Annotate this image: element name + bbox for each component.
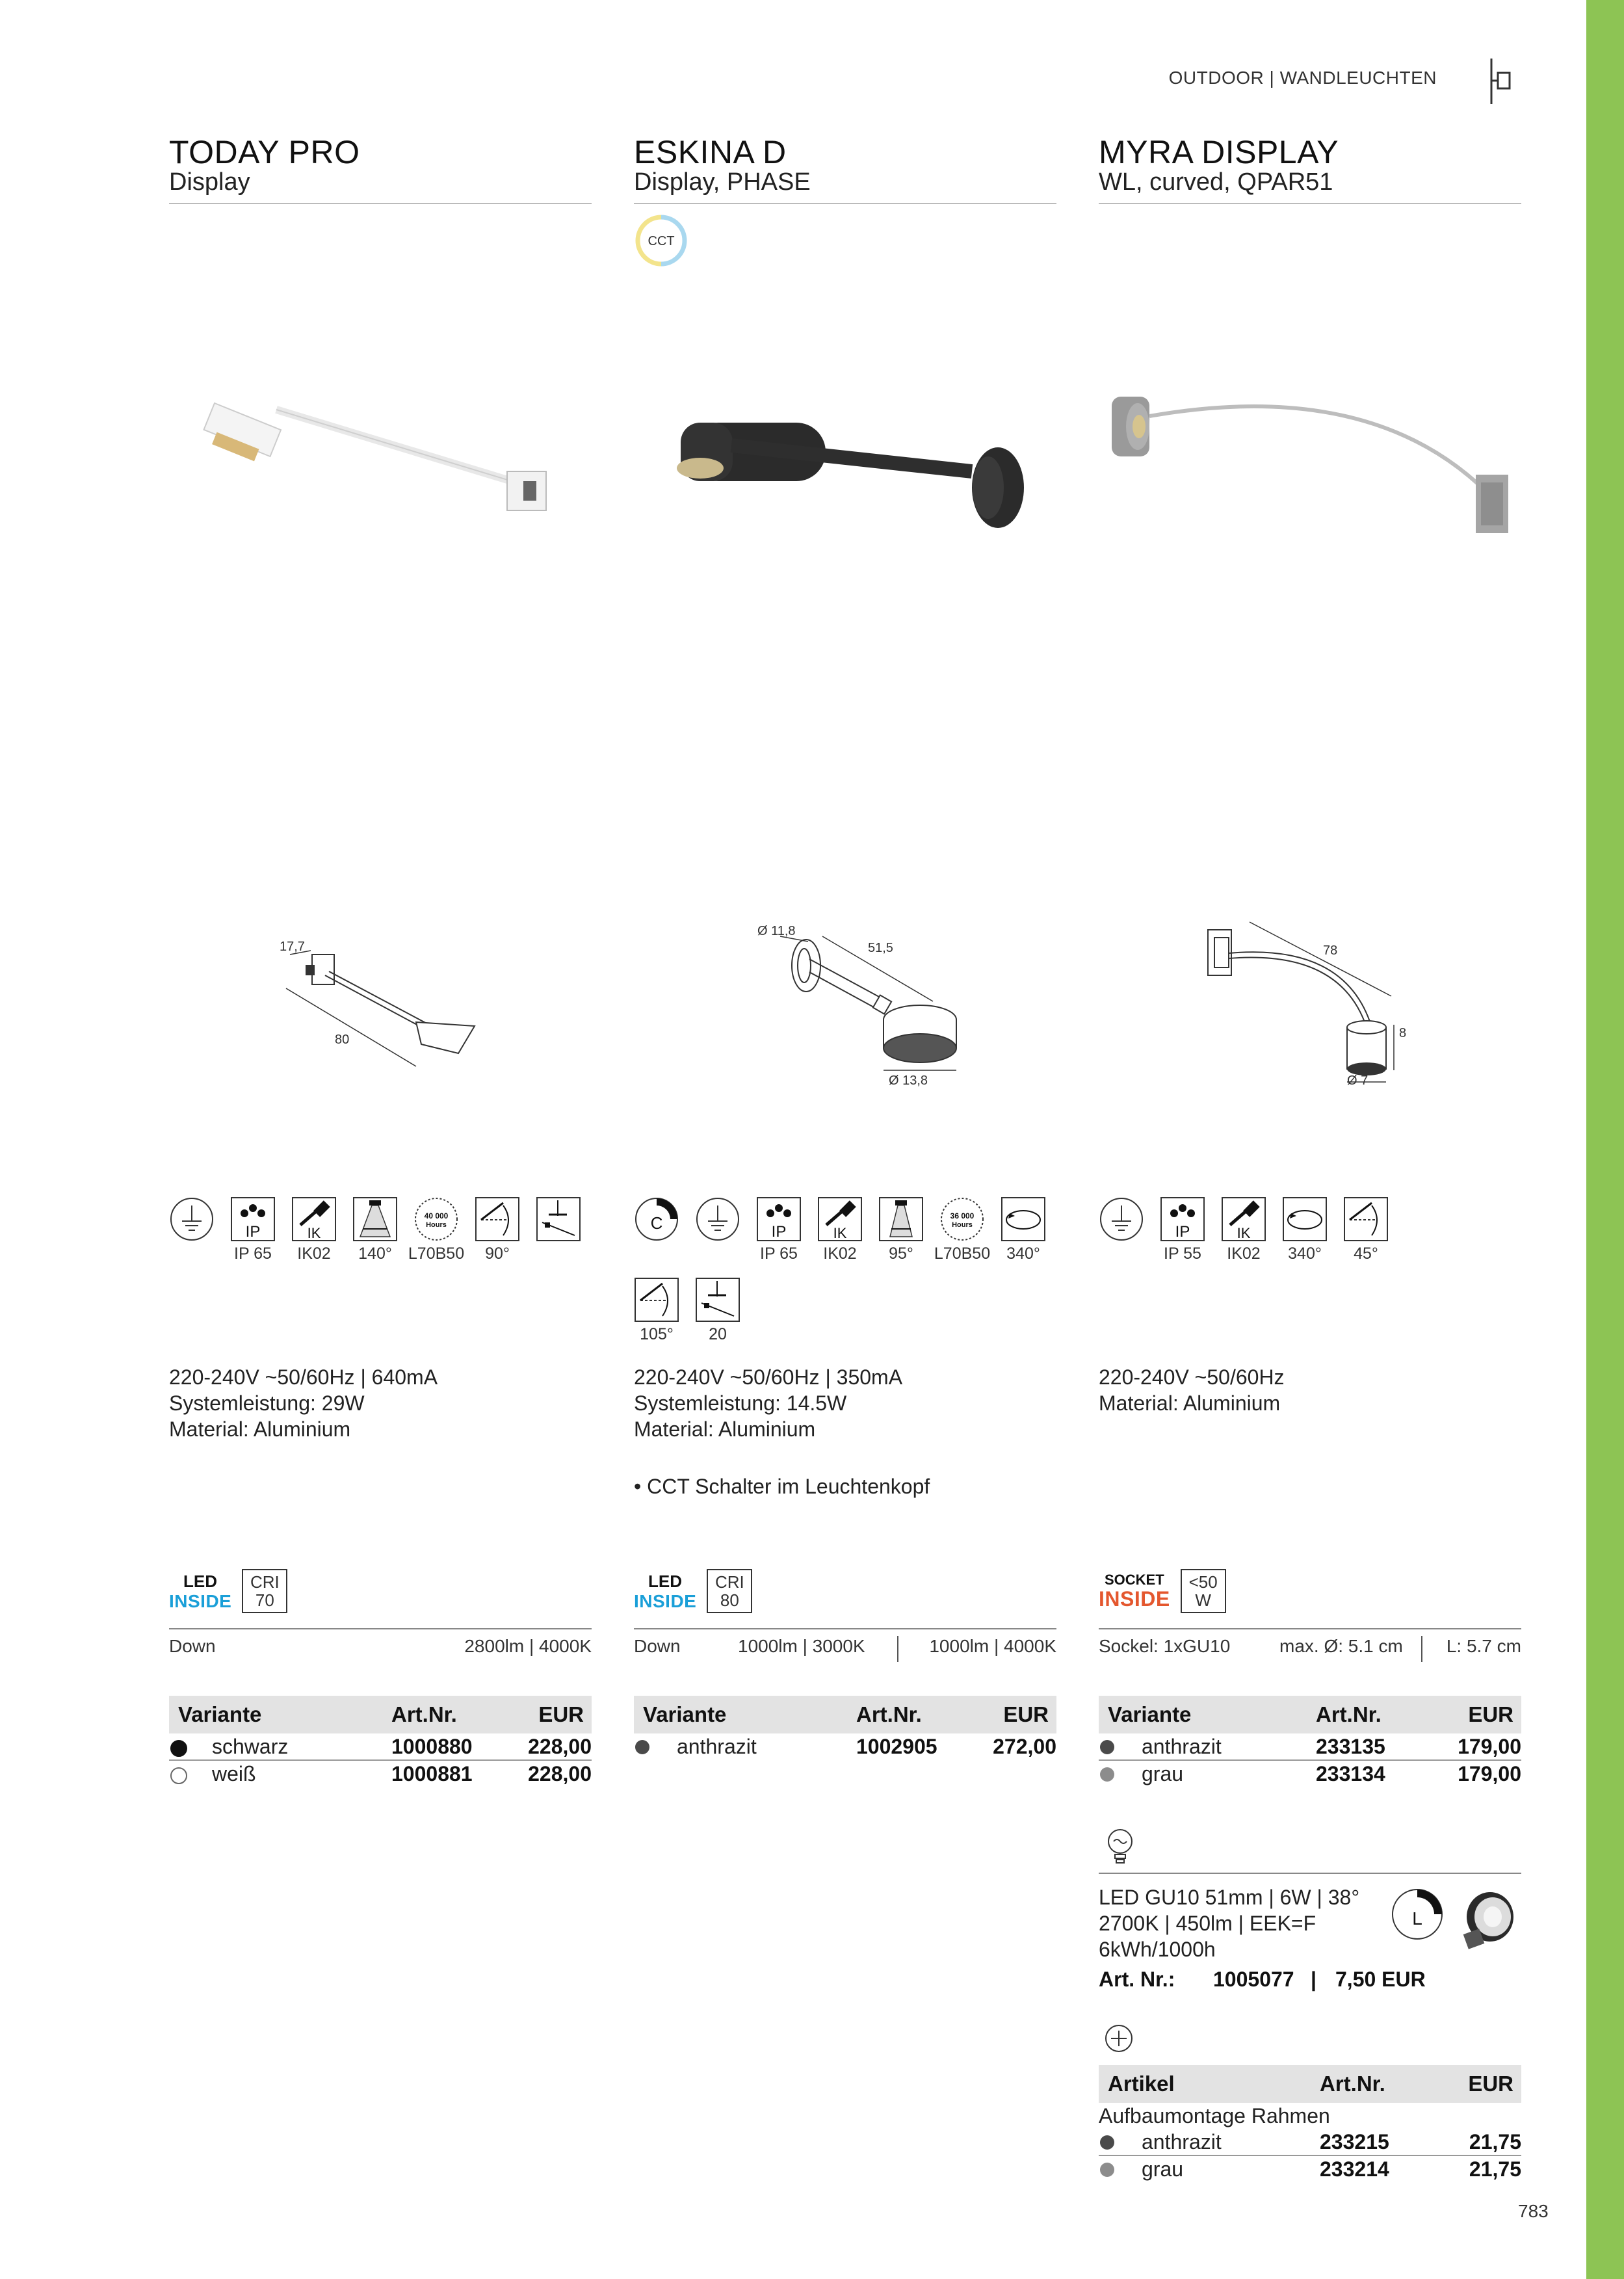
led-inside-badge: LED INSIDE [634, 1572, 697, 1611]
product-today-pro [169, 0, 592, 2279]
luminous-row: Down 1000lm | 3000K 1000lm | 4000K [634, 1636, 1056, 1665]
earth-icon [695, 1196, 740, 1264]
divider [634, 1628, 1056, 1629]
svg-text:IP: IP [771, 1223, 787, 1241]
dim-label: 78 [1323, 943, 1338, 958]
ip-icon: IP IP 55 [1160, 1196, 1205, 1264]
color-dot [1100, 2135, 1114, 2150]
feature-icons [634, 1196, 1046, 1264]
product-photo [169, 338, 592, 546]
table-row: schwarz 1000880 228,00 [169, 1733, 592, 1761]
product-photo [1099, 338, 1521, 546]
ip-icon: IP IP 65 [756, 1196, 802, 1264]
divider [1099, 203, 1521, 204]
accessory-plus-icon [1104, 2023, 1134, 2053]
table-header: Artikel Art.Nr. EUR [1099, 2065, 1521, 2103]
led-logo-icon [176, 1572, 225, 1591]
socket-inside-badge: SOCKET INSIDE [1099, 1572, 1170, 1611]
svg-text:IK: IK [833, 1225, 847, 1241]
tilt-angle-icon: 90° [475, 1196, 520, 1264]
product-myra-display: MYRA DISPLAY WL, curved, QPAR51 78 8 Ø 7 IP IP 55 IK IK02 340° 45° 220-240V ~50/60Hz Material: Aluminium SOCKET INSIDE <50 W Sockel: 1xGU10 max. Ø: 5.1 cm L: 5.7 cm Variante Art.Nr. EUR anthrazit 233135 179,00 grau 233134 179,00 LED GU10 51mm | 6W | 38° 2700K | 450lm | EEK=F 6kWh/1000h L Art. Nr.: 1005077 | 7,50 EUR Artikel Art.Nr. EUR Aufbaumontage Rahmen anthrazit 233215 21,75 grau 233214 21,75 [1099, 134, 1521, 2181]
product-subtitle: Display [169, 168, 250, 196]
table-header: Variante Art.Nr. EUR [1099, 1696, 1521, 1733]
svg-text:IK: IK [307, 1225, 321, 1241]
svg-text:CCT: CCT [648, 234, 675, 248]
accessory-table [1099, 2065, 1521, 2182]
svg-text:Hours: Hours [952, 1221, 973, 1229]
svg-text:IP: IP [1175, 1223, 1190, 1241]
ik-icon: IK IK02 [817, 1196, 863, 1264]
lamp-photo [1454, 1888, 1519, 1953]
color-dot [170, 1740, 187, 1757]
divider [169, 203, 592, 204]
feature-icons-2 [634, 1277, 740, 1345]
spec-block: 220-240V ~50/60Hz | 350mA Systemleistung: 14.5W Material: Aluminium [634, 1365, 903, 1441]
divider [1421, 1636, 1422, 1662]
divider [634, 203, 1056, 204]
variant-table [1099, 1696, 1521, 1787]
svg-text:LED: LED [183, 1572, 218, 1591]
ip-icon: IP IP 65 [230, 1196, 276, 1264]
table-group-label: Aufbaumontage Rahmen [1099, 2104, 1330, 2128]
table-header: Variante Art.Nr. EUR [634, 1696, 1056, 1733]
svg-text:C: C [650, 1213, 663, 1233]
divider [169, 1628, 592, 1629]
dimmable-icon [1390, 1887, 1445, 1942]
feature-icons [169, 1196, 581, 1264]
dim-label: Ø 11,8 [757, 924, 796, 938]
dim-label: Ø 7 [1347, 1074, 1369, 1088]
page-number: 783 [1518, 2201, 1549, 2221]
led-logo-icon [640, 1572, 690, 1591]
socket-row: Sockel: 1xGU10 max. Ø: 5.1 cm L: 5.7 cm [1099, 1636, 1521, 1665]
dim-label: 17,7 [280, 940, 305, 954]
svg-text:IK: IK [1237, 1225, 1251, 1241]
section-header: OUTDOOR | WANDLEUCHTEN [1168, 68, 1437, 88]
spec-block: 220-240V ~50/60Hz Material: Aluminium [1099, 1365, 1285, 1415]
divider [1099, 1873, 1521, 1874]
variant-table [169, 1696, 592, 1787]
rotation-icon: 340° [1001, 1196, 1046, 1264]
product-title: TODAY PRO [169, 134, 360, 170]
svg-text:36 000: 36 000 [950, 1211, 975, 1220]
lifetime-icon: 36 000 Hours L70B50 [939, 1196, 985, 1264]
dim-label: Ø 13,8 [889, 1074, 928, 1088]
color-dot [635, 1740, 649, 1754]
cct-badge-icon [635, 215, 687, 267]
tilt-angle-icon: 105° [634, 1277, 679, 1345]
dim-label: 8 [1399, 1026, 1407, 1040]
beam-angle-icon: 140° [352, 1196, 398, 1264]
color-dot [170, 1767, 187, 1784]
rotation-icon: 340° [1282, 1196, 1328, 1264]
dimension-drawing [169, 910, 592, 1118]
product-eskina-d [634, 0, 1056, 2279]
cri-badge: CRI 80 [707, 1569, 752, 1613]
badge-row [169, 1567, 287, 1615]
dimension-drawing [1099, 910, 1521, 1118]
product-subtitle: Display, PHASE [634, 168, 811, 196]
dim-label: 51,5 [868, 941, 893, 955]
product-subtitle: WL, curved, QPAR51 [1099, 168, 1333, 196]
table-row: anthrazit 233135 179,00 [1099, 1733, 1521, 1761]
luminous-row: Down 2800lm | 4000K [169, 1636, 592, 1656]
phase-dimming-icon [634, 1196, 679, 1264]
ik-icon: IK IK02 [1221, 1196, 1266, 1264]
wattage-badge: <50 W [1181, 1569, 1226, 1613]
color-dot [1100, 2163, 1114, 2177]
feature-icons [1099, 1196, 1389, 1264]
earth-icon [169, 1196, 215, 1264]
cri-badge: CRI 70 [242, 1569, 287, 1613]
earth-icon [1099, 1196, 1144, 1264]
svg-text:40 000: 40 000 [424, 1211, 449, 1220]
length-icon: 20 [695, 1277, 740, 1345]
tilt-angle-icon: 45° [1343, 1196, 1389, 1264]
led-inside-badge: LED INSIDE [169, 1572, 232, 1611]
product-photo [634, 338, 1056, 546]
feature-note: • CCT Schalter im Leuchtenkopf [634, 1475, 930, 1498]
badge-row [634, 1567, 752, 1615]
svg-text:LED: LED [648, 1572, 683, 1591]
table-row: grau 233214 21,75 [1099, 2156, 1521, 2182]
table-row: anthrazit 233215 21,75 [1099, 2129, 1521, 2156]
svg-text:L: L [1412, 1908, 1422, 1929]
svg-text:IP: IP [245, 1223, 261, 1241]
dim-label: 80 [335, 1033, 350, 1047]
length-icon [536, 1196, 581, 1264]
variant-table [634, 1696, 1056, 1759]
badge-row [1099, 1567, 1226, 1615]
lamp-specs: LED GU10 51mm | 6W | 38° 2700K | 450lm | EEK=F 6kWh/1000h [1099, 1886, 1360, 1961]
product-title: ESKINA D [634, 134, 787, 170]
spec-block: 220-240V ~50/60Hz | 640mA Systemleistung: 29W Material: Aluminium [169, 1365, 438, 1441]
dimension-drawing [634, 910, 1056, 1118]
lifetime-icon: 40 000 Hours L70B50 [413, 1196, 459, 1264]
color-dot [1100, 1767, 1114, 1782]
beam-angle-icon: 95° [878, 1196, 924, 1264]
table-row: weiß 1000881 228,00 [169, 1761, 592, 1787]
side-accent-bar [1586, 0, 1624, 2279]
table-row: grau 233134 179,00 [1099, 1761, 1521, 1787]
svg-text:Hours: Hours [426, 1221, 447, 1229]
divider [1099, 1628, 1521, 1629]
bulb-icon [1104, 1827, 1136, 1866]
table-row: anthrazit 1002905 272,00 [634, 1733, 1056, 1759]
divider [897, 1636, 898, 1662]
color-dot [1100, 1740, 1114, 1754]
ik-icon: IK IK02 [291, 1196, 337, 1264]
table-header: Variante Art.Nr. EUR [169, 1696, 592, 1733]
product-title: MYRA DISPLAY [1099, 134, 1339, 170]
